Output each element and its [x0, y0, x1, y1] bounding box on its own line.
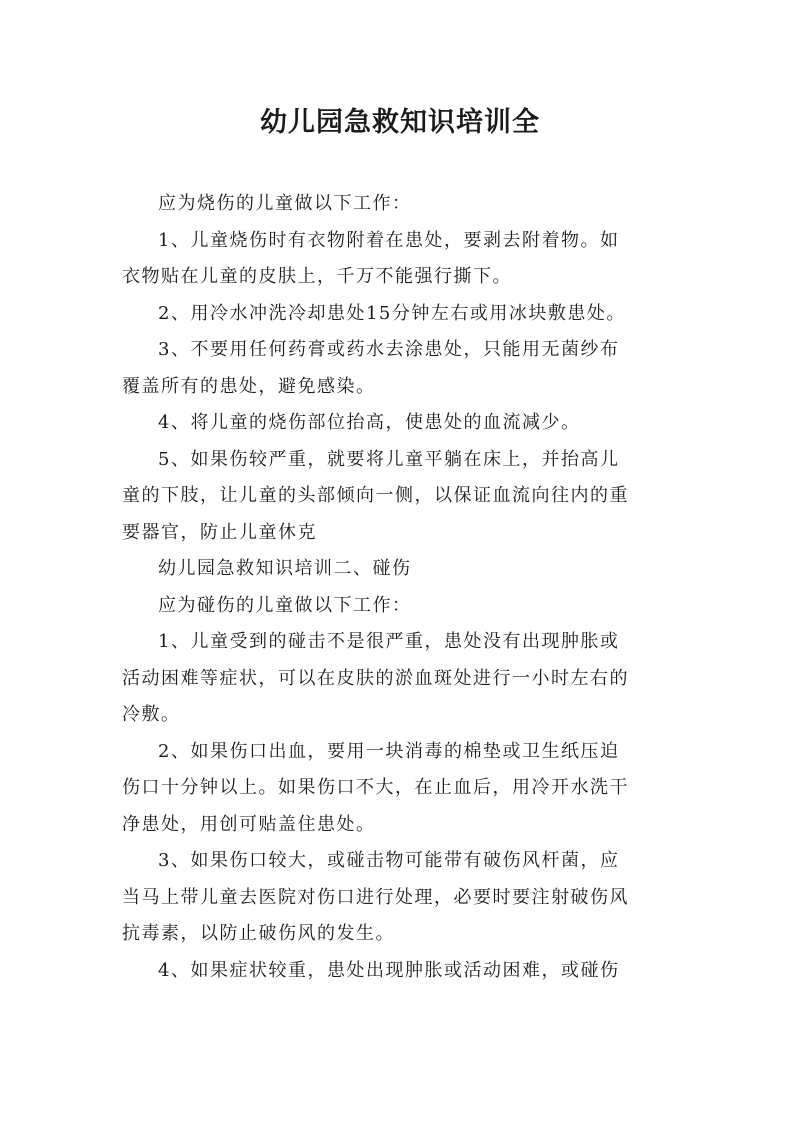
document-body: [122, 186, 688, 989]
text-line: 5、如果伤较严重，就要将儿童平躺在床上，并抬高儿: [158, 448, 620, 470]
text-line: 要器官，防止儿童休克: [122, 521, 317, 543]
text-line: 覆盖所有的患处，避免感染。: [122, 375, 376, 397]
document-title: 幼儿园急救知识培训全: [260, 107, 540, 138]
text-line: 2、用冷水冲洗冷却患处15分钟左右或用冰块敷患处。: [158, 302, 626, 324]
text-line: 4、将儿童的烧伤部位抬高，使患处的血流减少。: [158, 412, 581, 433]
text-line: 抗毒素，以防止破伤风的发生。: [122, 923, 395, 944]
text-line: 活动困难等症状，可以在皮肤的淤血斑处进行一小时左右的: [122, 667, 629, 689]
text-line: 净患处，用创可贴盖住患处。: [122, 813, 376, 835]
text-line: 3、不要用任何药膏或药水去涂患处，只能用无菌纱布: [158, 339, 620, 360]
text-line: 1、儿童受到的碰击不是很严重，患处没有出现肿胀或: [158, 631, 620, 652]
text-line: 童的下肢，让儿童的头部倾向一侧，以保证血流向往内的重: [122, 485, 629, 506]
text-line: 伤口十分钟以上。如果伤口不大，在止血后，用冷开水洗干: [122, 777, 629, 798]
text-line: 应为烧伤的儿童做以下工作：: [158, 193, 412, 214]
text-line: 3、如果伤口较大，或碰击物可能带有破伤风杆菌，应: [158, 850, 620, 871]
text-line: 冷敷。: [122, 704, 181, 725]
text-line: 4、如果症状较重，患处出现肿胀或活动困难，或碰伤: [158, 959, 620, 981]
text-line: 幼儿园急救知识培训二、碰伤: [158, 558, 412, 579]
text-line: 2、如果伤口出血，要用一块消毒的棉垫或卫生纸压迫: [158, 740, 620, 762]
text-line: 应为碰伤的儿童做以下工作：: [158, 594, 412, 616]
text-line: 1、儿童烧伤时有衣物附着在患处，要剥去附着物。如: [158, 229, 620, 251]
text-line: 衣物贴在儿童的皮肤上，千万不能强行撕下。: [122, 266, 512, 287]
text-line: 当马上带儿童去医院对伤口进行处理，必要时要注射破伤风: [122, 886, 629, 908]
